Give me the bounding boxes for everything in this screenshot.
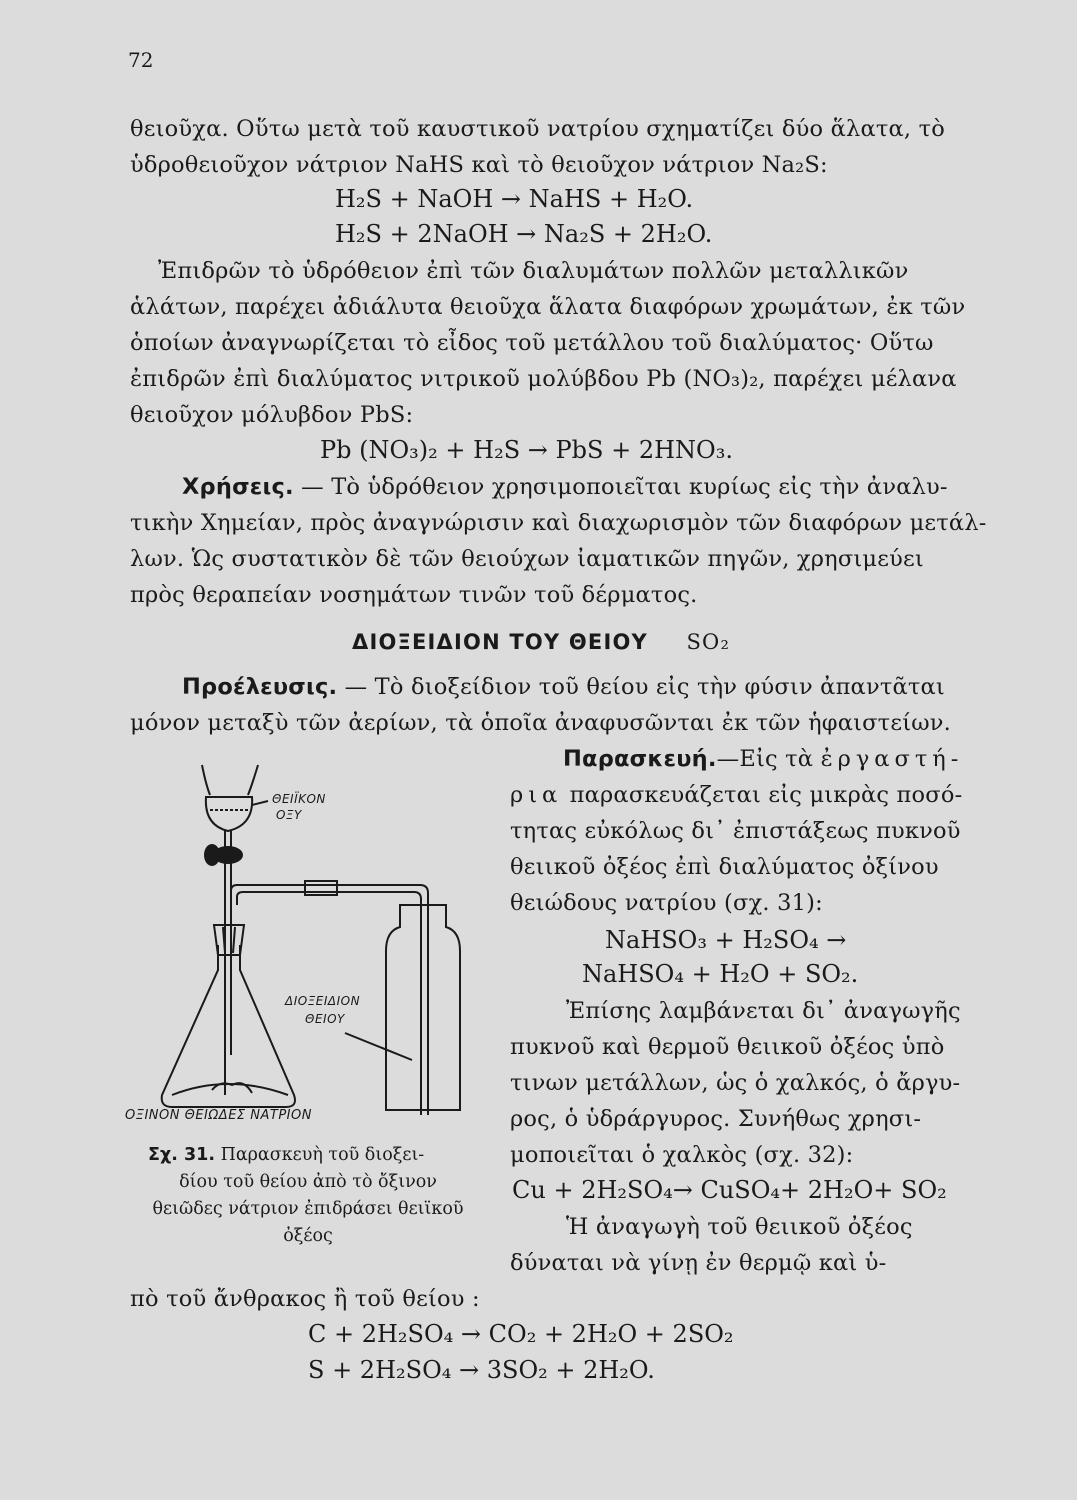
text-line: Ἐπίσης λαμβάνεται δι᾿ ἀναγωγῆς — [566, 998, 961, 1024]
uses-text: — Τὸ ὑδρόθειον χρησιμοποιεῖται κυρίως εἰς τὴν ἀναλυ- — [301, 474, 948, 500]
text-line — [563, 746, 963, 772]
equation: H₂S + NaOH → NaHS + H₂O. — [335, 185, 694, 213]
preparation-title: Παρασκευή. — [563, 746, 717, 772]
equation: NaHSO₃ + H₂SO₄ → — [605, 926, 847, 954]
text-line: ἐπιδρῶν ἐπὶ διαλύματος νιτρικοῦ μολύβδου Pb (NO₃)₂, παρέχει μέλανα — [130, 366, 957, 392]
preparation-text: —Εἰς τὰ — [716, 746, 814, 772]
figure-label-bottom: ΟΞΙΝΟΝ ΘΕΙΩΔΕΣ ΝΑΤΡΙΟΝ — [125, 1108, 312, 1123]
figure-caption-line: θειῶδες νάτριον ἐπιδράσει θειϊκοῦ — [152, 1199, 464, 1219]
caption-number: Σχ. 31. — [148, 1145, 215, 1165]
stopper-line — [233, 927, 235, 953]
preparation-text-spaced: ρια — [510, 782, 563, 808]
figure-caption-line: ὀξέος — [283, 1226, 333, 1246]
pointer-line — [252, 801, 268, 805]
label-acid-2: ΟΞΥ — [276, 808, 302, 822]
text-line: πὸ τοῦ ἄνθρακος ἢ τοῦ θείου : — [130, 1286, 480, 1312]
label-dioxide-1: ΔΙΟΞΕΙΔΙΟΝ — [285, 994, 361, 1008]
equation: Cu + 2H₂SO₄→ CuSO₄+ 2H₂O+ SO₂ — [512, 1176, 947, 1204]
equation: H₂S + 2NaOH → Na₂S + 2H₂O. — [335, 220, 713, 248]
equation: C + 2H₂SO₄ → CO₂ + 2H₂O + 2SO₂ — [308, 1320, 734, 1348]
text-line: τινων μετάλλων, ὡς ὁ χαλκός, ὁ ἄργυ- — [510, 1070, 961, 1096]
salt-crystals — [212, 1083, 252, 1093]
preparation-text: παρασκευάζεται εἰς μικρὰς ποσό- — [569, 782, 963, 808]
text-line: μόνον μεταξὺ τῶν ἀερίων, τὰ ὁποῖα ἀναφυσῶνται ἐκ τῶν ἡφαιστείων. — [130, 710, 951, 736]
text-line: θειοῦχα. Οὕτω μετὰ τοῦ καυστικοῦ νατρίου σχηματίζει δύο ἅλατα, τὸ — [130, 116, 945, 142]
funnel-rim-left — [202, 765, 210, 795]
funnel-bulb — [206, 797, 252, 831]
collecting-bottle — [386, 905, 460, 1110]
uses-title: Χρήσεις. — [182, 474, 294, 500]
preparation-text-spaced: ἐργαστή- — [820, 746, 964, 772]
text-line: ὁποίων ἀναγνωρίζεται τὸ εἶδος τοῦ μετάλλου τοῦ διαλύματος· Οὕτω — [130, 330, 934, 356]
section-heading — [352, 630, 730, 654]
text-line: θειώδους νατρίου (σχ. 31): — [510, 890, 823, 916]
text-line: δύναται νὰ γίνῃ ἐν θερμῷ καὶ ὑ- — [510, 1250, 887, 1276]
text-line: θειικοῦ ὀξέος ἐπὶ διαλύματος ὀξίνου — [510, 854, 939, 880]
flask-liquid — [172, 1084, 288, 1095]
text-line: πρὸς θεραπείαν νοσημάτων τινῶν τοῦ δέρματος. — [130, 582, 698, 608]
text-line: Ἡ ἀναγωγὴ τοῦ θειικοῦ ὀξέος — [566, 1214, 913, 1240]
text-line — [182, 474, 948, 500]
section-title: ΔΙΟΞΕΙΔΙΟΝ ΤΟΥ ΘΕΙΟΥ — [352, 630, 648, 654]
text-line: Ἐπιδρῶν τὸ ὑδρόθειον ἐπὶ τῶν διαλυμάτων πολλῶν μεταλλικῶν — [158, 258, 909, 284]
apparatus-figure — [140, 755, 500, 1135]
text-line: λων. Ὡς συστατικὸν δὲ τῶν θειούχων ἰαματικῶν πηγῶν, χρησιμεύει — [130, 546, 924, 572]
figure-caption-line: δίου τοῦ θείου ἀπὸ τὸ ὄξινον — [179, 1172, 437, 1192]
text-line: ρος, ὁ ὑδράργυρος. Συνήθως χρησι- — [510, 1106, 922, 1132]
text-line: τικὴν Χημείαν, πρὸς ἀναγνώρισιν καὶ διαχωρισμὸν τῶν διαφόρων μετάλ- — [130, 510, 987, 536]
label-acid-1: ΘΕΙΪΚΟΝ — [272, 792, 326, 806]
section-formula: SO₂ — [686, 630, 731, 654]
text-line: ὑδροθειοῦχον νάτριον NaHS καὶ τὸ θειοῦχον νάτριον Na₂S: — [130, 152, 828, 178]
figure-caption-line — [148, 1145, 424, 1165]
pointer-line — [345, 1033, 412, 1060]
text-line: ἁλάτων, παρέχει ἀδιάλυτα θειοῦχα ἅλατα διαφόρων χρωμάτων, ἐκ τῶν — [130, 294, 966, 320]
text-line — [182, 674, 945, 700]
text-line: πυκνοῦ καὶ θερμοῦ θειικοῦ ὀξέος ὑπὸ — [510, 1034, 945, 1060]
text-line: τητας εὐκόλως δι᾿ ἐπιστάξεως πυκνοῦ — [510, 818, 961, 844]
conical-flask — [162, 945, 295, 1107]
origin-text: — Τὸ διοξείδιον τοῦ θείου εἰς τὴν φύσιν ἀπαντᾶται — [344, 674, 945, 700]
caption-text: Παρασκευὴ τοῦ διοξει- — [220, 1145, 425, 1165]
equation: Pb (NO₃)₂ + H₂S → PbS + 2HNO₃. — [320, 436, 733, 464]
text-line: θειοῦχον μόλυβδον PbS: — [130, 402, 414, 428]
origin-title: Προέλευσις. — [182, 674, 338, 700]
equation: NaHSO₄ + H₂O + SO₂. — [582, 960, 859, 988]
equation: S + 2H₂SO₄ → 3SO₂ + 2H₂O. — [308, 1356, 655, 1384]
funnel-rim-right — [248, 765, 258, 795]
label-dioxide-2: ΘΕΙΟΥ — [305, 1012, 345, 1026]
text-line — [510, 782, 962, 808]
text-line: μοποιεῖται ὁ χαλκὸς (σχ. 32): — [510, 1142, 854, 1168]
page-number: 72 — [128, 48, 154, 72]
stopcock-handle — [205, 845, 219, 865]
